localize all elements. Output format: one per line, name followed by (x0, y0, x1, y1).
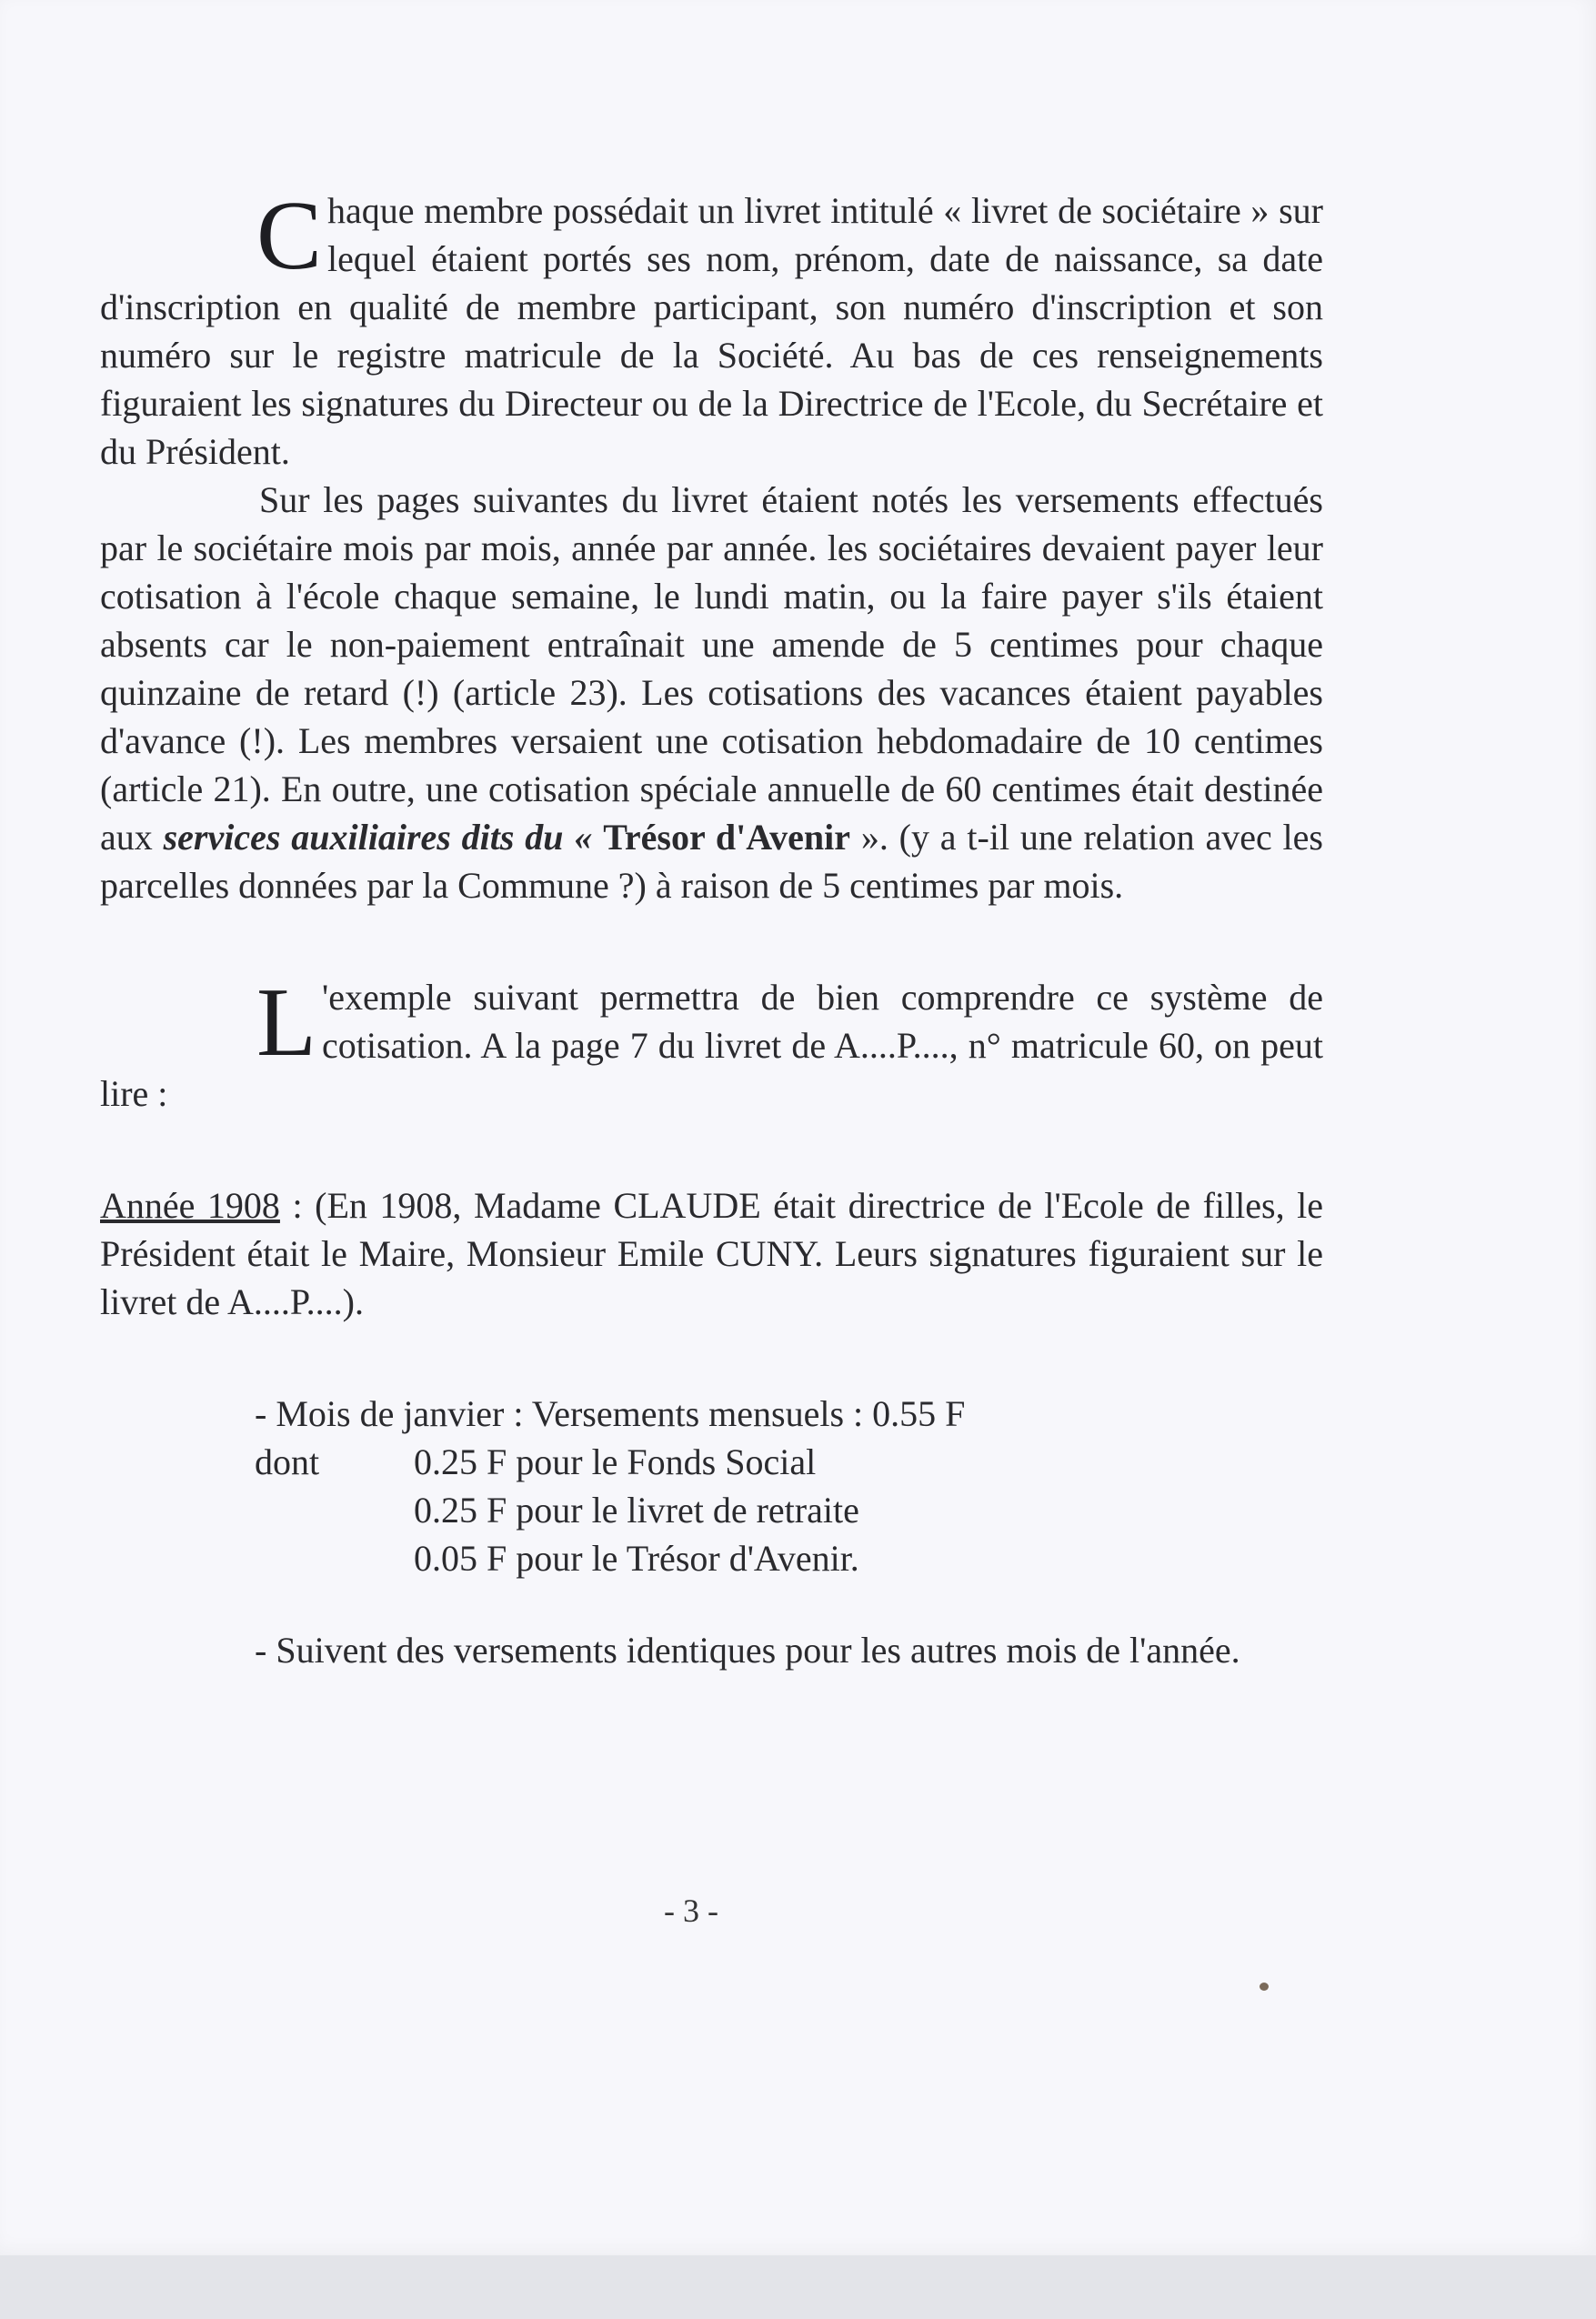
paragraph-annee-1908 (100, 1181, 1323, 1326)
paragraph-livret (100, 182, 1323, 476)
payment-january-line: - Mois de janvier : Versements mensuels : 0.55 F (255, 1393, 966, 1434)
paragraph-versements-text: Sur les pages suivantes du livret étaient notés les versements effectués par le sociétaire mois par mois, année par année. les sociétaires devaient payer leur cotisation à l'école chaque semaine, le lundi matin, ou la faire payer s'ils étaient absents car le non-paiement entraînait une amende de 5 centimes pour chaque quinzaine de retard (!) (article 23). Les cotisations des vacances étaient payables d'avance (!). Les membres versaient une cotisation hebdomadaire de 10 centimes (article 21). En outre, une cotisation spéciale annuelle de 60 centimes était destinée aux (100, 479, 1323, 858)
paper-speck (1260, 1983, 1269, 1991)
dont-label: dont (255, 1441, 320, 1482)
paragraph-closing: - Suivent des versements identiques pour les autres mois de l'année. (255, 1630, 1240, 1671)
payment-row-text: 0.05 F pour le Trésor d'Avenir. (414, 1538, 859, 1579)
dropcap-c: C (256, 182, 323, 290)
services-auxiliaires-text: services auxiliaires dits du « (163, 817, 604, 858)
paragraph-versements (100, 476, 1323, 909)
document-body (100, 182, 1323, 1674)
paragraph-versements-end: ». (y a t-il une relation avec les parcelles données par la Commune ?) à raison de 5 centimes par mois. (100, 817, 1323, 906)
page-number: - 3 - (664, 1892, 718, 1929)
payment-row (255, 1534, 1323, 1582)
payment-row (255, 1438, 1323, 1486)
dropcap-l: L (256, 969, 316, 1077)
payment-row-text: 0.25 F pour le Fonds Social (414, 1441, 817, 1482)
payment-row (255, 1486, 1323, 1534)
paragraph-livret-text: haque membre possédait un livret intitulé « livret de sociétaire » sur lequel étaient portés ses nom, prénom, date de naissance, sa date d'inscription en qualité de membre participant, son numéro d'inscription et son numéro sur le registre matricule de la Société. Au bas de ces renseignements figuraient les signatures du Directeur ou de la Directrice de l'Ecole, du Secrétaire et du Président. (100, 190, 1323, 472)
paragraph-exemple-text: 'exemple suivant permettra de bien comprendre ce système de cotisation. A la page 7 du livret de A....P...., n° matricule 60, on peut lire : (100, 977, 1323, 1114)
tresor-davenir-text: Trésor d'Avenir (603, 817, 850, 858)
page-edge (0, 2255, 1596, 2319)
paragraph-annee-1908-text: : (En 1908, Madame CLAUDE était directrice de l'Ecole de filles, le Président était le Maire, Monsieur Emile CUNY. Leurs signatures figuraient sur le livret de A....P....). (100, 1185, 1323, 1322)
payment-breakdown (255, 1390, 1323, 1582)
annee-1908-heading: Année 1908 (100, 1185, 280, 1226)
payment-row-text: 0.25 F pour le livret de retraite (414, 1490, 859, 1531)
paragraph-exemple (100, 969, 1323, 1118)
